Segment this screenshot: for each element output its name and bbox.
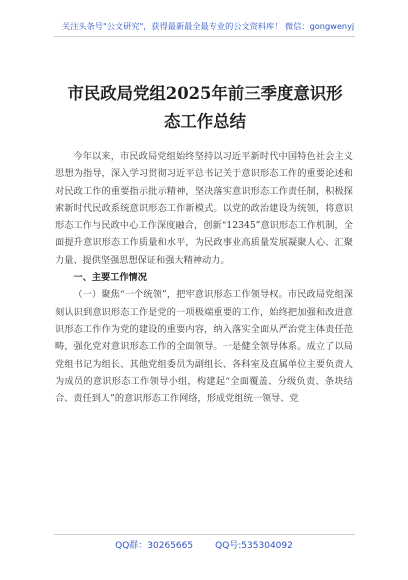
document-title: 市民政局党组2025年前三季度意识形态工作总结	[67, 84, 343, 131]
footer	[0, 538, 408, 554]
document-body	[55, 148, 353, 407]
section-heading: 一、主要工作情况	[73, 272, 147, 284]
footer-qq-group: QQ群：30265665	[115, 541, 194, 551]
header-divider	[54, 36, 355, 37]
intro-paragraph: 今年以来，市民政局党组始终坚持以习近平新时代中国特色社会主义思想为指导，深入学习贯彻习近平总书记关于意识形态工作的重要论述和对民政工作的重要指示批示精神，坚决落实意识形态工作责任制，积极探索新时代民政系统意识形态工作新模式。以党的政治建设为统领，将意识形态工作与民政中心工作深度融合，创新“12345”意识形态工作机制，全面提升意识形态工作质量和水平，为民政事业高质量发展凝聚人心、汇聚力量、提供坚强思想保证和强大精神动力。	[55, 151, 353, 266]
footer-divider	[54, 534, 355, 535]
header-banner: 关注头条号"公文研究"，获得最新最全最专业的公文资料库！ 微信：gongwenyj	[62, 21, 355, 31]
body-paragraph: （一）聚焦“一个统领”，把牢意识形态工作领导权。市民政局党组深刻认识到意识形态工作是党的一项极端重要的工作，始终把加强和改进意识形态工作作为党的建设的重要内容，纳入落实全面从严治党主体责任范畴，强化党对意识形态工作的全面领导。一是健全领导体系。成立了以局党组书记为组长、其他党组委员为副组长、各科室及直属单位主要负责人为成员的意识形态工作领导小组，构建起“全面覆盖、分级负责、条块结合、责任到人”的意识形态工作网络，形成党组统一领导、党	[55, 289, 353, 405]
footer-qq-number: QQ号:535304092	[215, 541, 293, 551]
